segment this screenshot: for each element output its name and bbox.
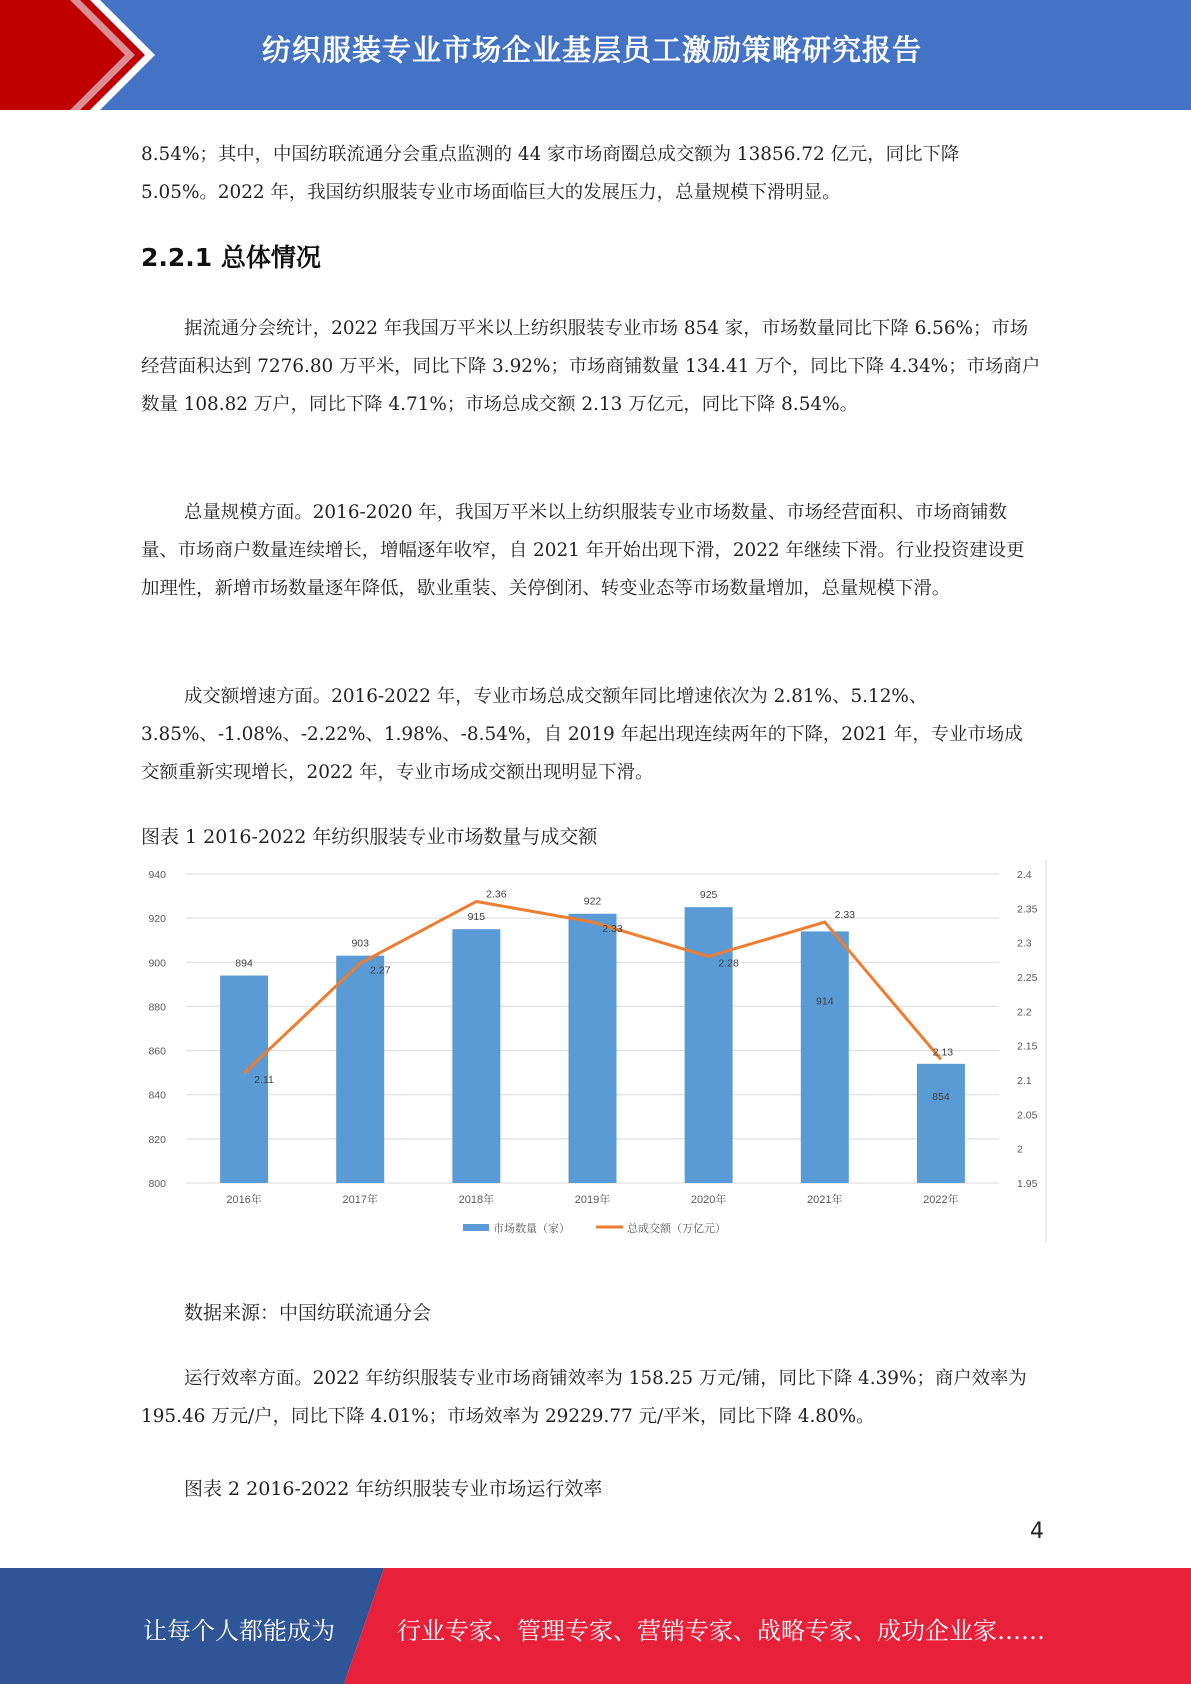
footer-slogan-right: 行业专家、管理专家、营销专家、战略专家、成功企业家…… [397,1617,1045,1645]
bar-market-count [801,931,849,1183]
line-data-label: 2.27 [369,964,391,977]
paragraph-intro: 8.54%；其中，中国纺联流通分会重点监测的 44 家市场商圈总成交额为 13856.72 亿元，同比下降 5.05%。2022 年，我国纺织服装专业市场面临巨大的发展压力，总量规模下滑明显。 [141,144,960,203]
left-axis-tick-label: 900 [148,957,166,970]
bar-data-label: 922 [583,895,602,908]
report-title: 纺织服装专业市场企业基层员工激励策略研究报告 [262,33,923,67]
x-axis-tick-label: 2020年 [690,1194,727,1206]
footer-slogan-left: 让每个人都能成为 [143,1617,335,1645]
right-axis-tick-label: 2.1 [1017,1075,1032,1087]
left-axis-tick-label: 880 [148,1001,166,1014]
right-axis-tick-label: 2.15 [1017,1040,1038,1053]
section-heading: 2.2.1 总体情况 [141,243,321,272]
line-data-label: 2.28 [718,957,739,970]
page-number: 4 [1030,1519,1044,1544]
right-axis-tick-label: 2.25 [1017,972,1038,984]
x-axis-tick-label: 2016年 [226,1194,262,1206]
right-axis-tick-label: 2.35 [1017,903,1038,916]
x-axis-tick-label: 2022年 [923,1194,959,1206]
bar-market-count [452,929,500,1183]
legend-label-total-revenue: 总成交额（万亿元） [627,1223,726,1235]
x-axis-tick-label: 2018年 [458,1194,495,1206]
line-data-label: 2.11 [254,1074,274,1087]
left-axis-tick-label: 820 [148,1133,166,1146]
left-axis-tick-label: 840 [148,1089,166,1102]
legend-swatch-market-count [463,1224,489,1231]
right-axis-tick-label: 2 [1017,1143,1023,1156]
x-axis-tick-label: 2019年 [574,1194,611,1206]
right-axis-tick-label: 2.3 [1017,937,1032,950]
bar-data-label: 915 [467,911,486,924]
bar-market-count [685,907,733,1183]
right-axis-tick-label: 1.95 [1017,1178,1038,1190]
right-axis-tick-label: 2.4 [1017,869,1032,881]
line-data-label: 2.36 [486,888,507,901]
bar-data-label: 854 [932,1090,950,1103]
page-footer [0,1568,1191,1684]
bar-data-label: 894 [235,957,253,970]
x-axis-tick-label: 2021年 [807,1194,843,1206]
right-axis-tick-label: 2.2 [1017,1006,1032,1019]
bar-market-count [336,956,384,1183]
left-axis-tick-label: 800 [148,1178,166,1190]
x-axis-tick-label: 2017年 [342,1194,378,1206]
legend-label-market-count: 市场数量（家） [493,1223,570,1235]
bar-data-label: 925 [699,889,718,902]
left-axis-tick-label: 920 [148,913,166,926]
market-count-revenue-chart [141,860,1049,1242]
line-data-label: 2.33 [834,909,856,922]
paragraph-growth: 成交额增速方面。2016-2022 年，专业市场总成交额年同比增速依次为 2.81%、5.12%、3.85%、-1.08%、-2.22%、1.98%、-8.54%，自 2019 年起出现连续两年的下降，2021 年，专业市场成交额重新实现增长，2022 年，专业市场成交额出现明显下滑。 [141,686,1023,783]
bar-market-count [917,1064,965,1183]
bar-data-label: 903 [351,937,369,950]
bar-data-label: 914 [816,995,834,1008]
paragraph-efficiency: 运行效率方面。2022 年纺织服装专业市场商铺效率为 158.25 万元/铺，同比下降 4.39%；商户效率为 195.46 万元/户，同比下降 4.01%；市场效率为 29229.77 元/平米，同比下降 4.80%。 [141,1368,1027,1427]
figure-1-caption: 图表 1 2016-2022 年纺织服装专业市场数量与成交额 [141,826,598,848]
left-axis-tick-label: 860 [148,1045,166,1058]
line-data-label: 2.13 [932,1046,954,1059]
data-source: 数据来源：中国纺联流通分会 [184,1302,432,1324]
bar-market-count [569,914,617,1183]
right-axis-tick-label: 2.05 [1017,1109,1038,1122]
paragraph-statistics: 据流通分会统计，2022 年我国万平米以上纺织服装专业市场 854 家，市场数量同比下降 6.56%；市场经营面积达到 7276.80 万平米，同比下降 3.92%；市场商铺数量 134.41 万个，同比下降 4.34%；市场商户数量 108.82 万户，同比下降 4.71%；市场总成交额 2.13 万亿元，同比下降 8.54%。 [141,318,1041,415]
page-header [0,0,1191,110]
figure-2-caption: 图表 2 2016-2022 年纺织服装专业市场运行效率 [184,1478,603,1500]
paragraph-scale: 总量规模方面。2016-2020 年，我国万平米以上纺织服装专业市场数量、市场经营面积、市场商铺数量、市场商户数量连续增长，增幅逐年收窄，自 2021 年开始出现下滑，2022 年继续下滑。行业投资建设更加理性，新增市场数量逐年降低，歇业重装、关停倒闭、转变业态等市场数量增加，总量规模下滑。 [141,502,1025,599]
left-axis-tick-label: 940 [148,869,166,881]
line-data-label: 2.33 [602,923,623,936]
